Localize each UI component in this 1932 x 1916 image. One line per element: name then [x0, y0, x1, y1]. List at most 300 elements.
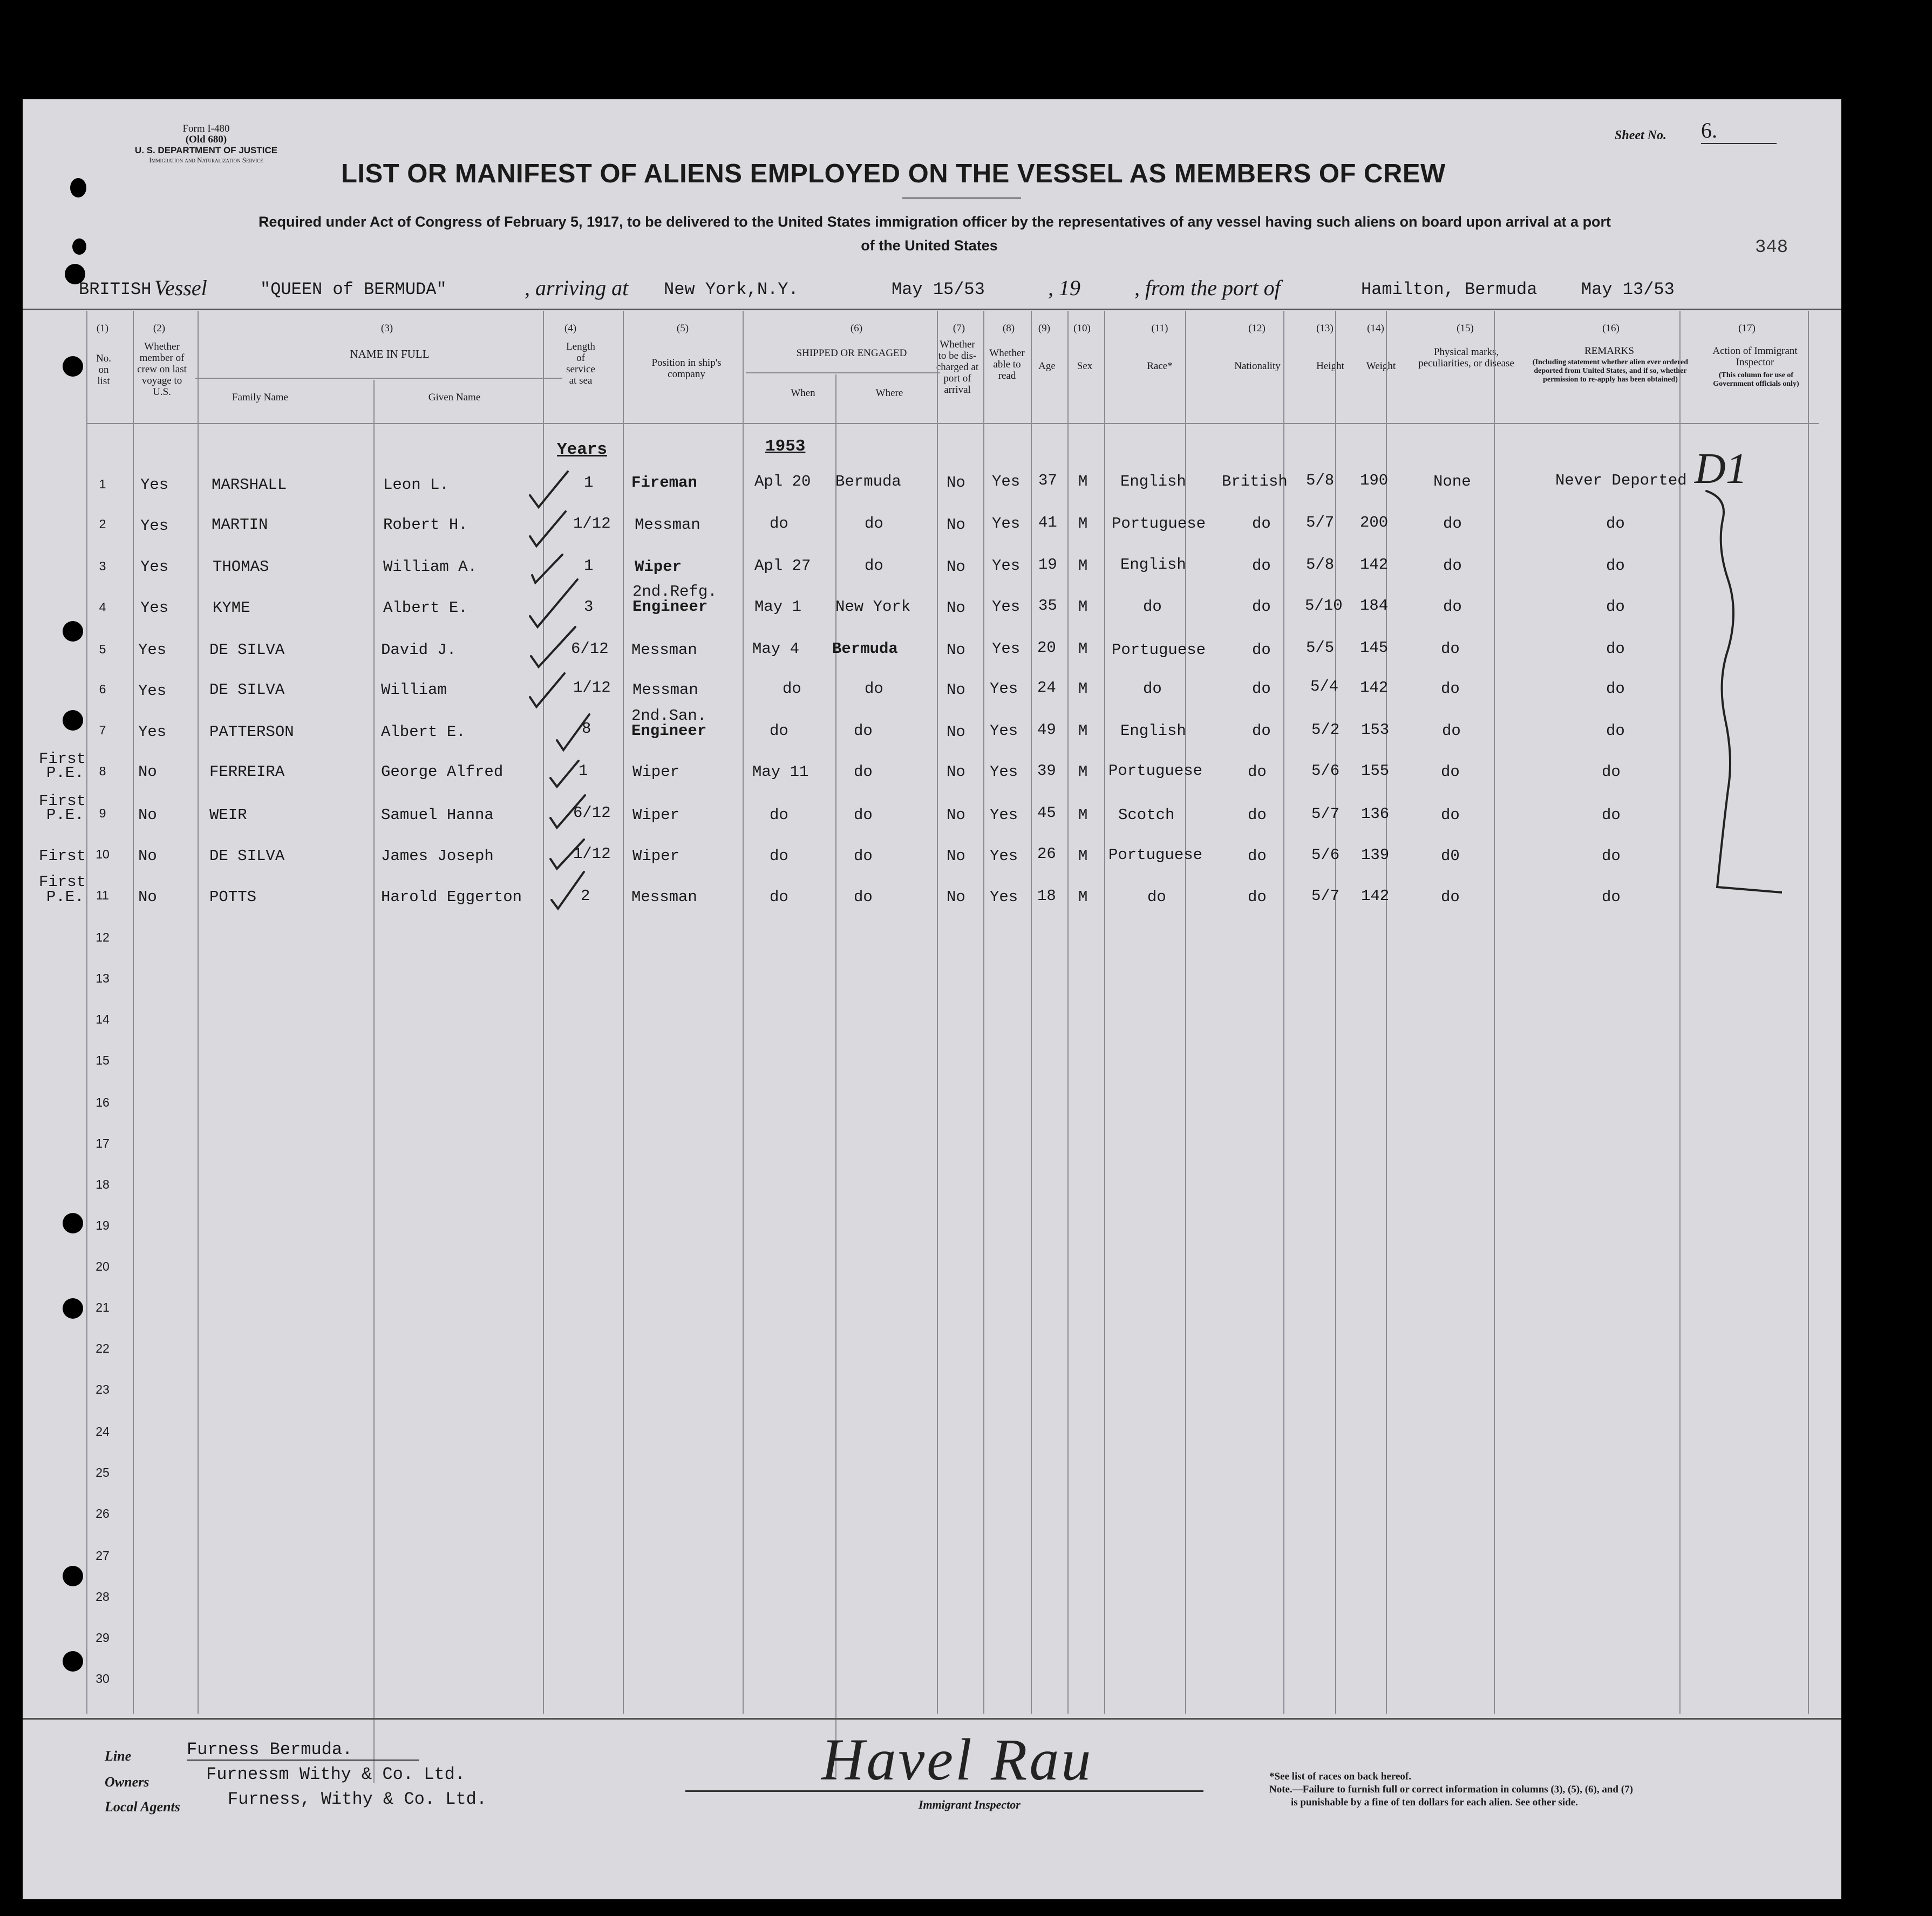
height: 5/7 — [1306, 514, 1335, 531]
shipped-header-rule — [746, 372, 940, 373]
remarks: do — [1602, 847, 1621, 865]
physical-marks: do — [1441, 680, 1460, 698]
penalty-note: Note.—Failure to furnish full or correct information in columns (3), (5), (6), and (7) — [1269, 1784, 1633, 1795]
shipped-when: May 11 — [752, 763, 809, 781]
sex: M — [1078, 640, 1088, 658]
nationality: do — [1248, 888, 1267, 906]
nationality: do — [1252, 680, 1271, 698]
physical-marks: do — [1443, 598, 1462, 616]
race: Portuguese — [1112, 641, 1206, 659]
height: 5/8 — [1306, 556, 1335, 574]
col-14-header: Weight — [1366, 360, 1396, 372]
form-old-number: (Old 680) — [185, 134, 227, 145]
row-number: 5 — [99, 642, 106, 656]
row-number: 11 — [96, 888, 109, 902]
row-number: 14 — [96, 1012, 110, 1026]
col-7-header: Whether to be dis-charged at port of arrival — [936, 339, 979, 396]
discharged: No — [947, 474, 965, 492]
discharged: No — [947, 723, 965, 741]
remarks: do — [1606, 557, 1625, 575]
penalty-note-line-2: is punishable by a fine of ten dollars for each alien. See other side. — [1291, 1797, 1578, 1808]
weight: 142 — [1360, 679, 1389, 697]
col-2-header: Whether member of crew on last voyage to U.S. — [137, 341, 187, 398]
given-name: Harold Eggerton — [381, 888, 522, 906]
family-name: DE SILVA — [209, 641, 285, 659]
service-length: 3 — [584, 598, 594, 616]
col-16-header: REMARKS — [1584, 345, 1634, 357]
form-number: Form I-480 — [182, 123, 230, 134]
prev-voyage: No — [138, 806, 157, 824]
pe-first: First — [39, 873, 86, 891]
weight: 139 — [1361, 846, 1390, 864]
shipped-where: do — [865, 515, 883, 533]
weight: 155 — [1361, 762, 1390, 780]
weight: 136 — [1361, 805, 1390, 823]
col-17-header: Action of Immigrant Inspector — [1712, 345, 1798, 368]
physical-marks: do — [1441, 806, 1460, 824]
service-length: 2 — [581, 887, 590, 905]
column-rule — [743, 311, 744, 1714]
given-name: Robert H. — [383, 516, 468, 534]
row-number: 25 — [96, 1465, 110, 1479]
service-length: 1 — [584, 474, 594, 492]
col-12-header: Nationality — [1234, 360, 1281, 372]
punch-hole — [63, 621, 83, 642]
arriving-label: , arriving at — [525, 276, 629, 300]
manifest-sheet — [23, 99, 1841, 1899]
discharged: No — [947, 641, 965, 659]
arrival-date: May 15/53 — [892, 279, 985, 299]
pe-label: P.E. — [46, 888, 84, 906]
title-rule — [902, 197, 1021, 199]
department-name: U. S. DEPARTMENT OF JUSTICE — [134, 145, 278, 155]
year-heading: 1953 — [765, 437, 806, 456]
sex: M — [1078, 888, 1088, 906]
column-rule — [1494, 311, 1495, 1714]
row-number: 16 — [96, 1095, 110, 1109]
row-number: 15 — [96, 1053, 110, 1067]
service-name: Immigration and Naturalization Service — [149, 156, 263, 164]
weight: 190 — [1360, 472, 1389, 489]
nationality: do — [1248, 847, 1267, 865]
shipped-when: do — [770, 847, 788, 865]
owners-label: Owners — [105, 1774, 149, 1790]
position: Wiper — [632, 763, 680, 781]
row-number: 12 — [96, 930, 110, 944]
nationality: do — [1252, 557, 1271, 575]
given-name: James Joseph — [381, 847, 494, 865]
col-2-number: (2) — [153, 323, 166, 334]
pe-label: P.E. — [46, 806, 84, 824]
race: do — [1143, 680, 1162, 698]
sex: M — [1078, 598, 1088, 616]
shipped-where: do — [865, 557, 883, 575]
weight: 153 — [1361, 721, 1390, 739]
signature-line — [685, 1790, 1203, 1792]
discharged: No — [947, 763, 965, 781]
remarks: do — [1606, 640, 1625, 658]
shipped-where: do — [854, 722, 873, 740]
name-header-rule — [195, 378, 562, 379]
prev-voyage: No — [138, 847, 157, 865]
nationality: do — [1248, 806, 1267, 824]
weight: 184 — [1360, 597, 1389, 615]
years-heading: Years — [557, 440, 608, 459]
row-number: 26 — [96, 1506, 110, 1520]
able-to-read: Yes — [992, 640, 1021, 658]
col-16-number: (16) — [1602, 323, 1620, 334]
col-6b-header: Where — [875, 387, 903, 399]
sex: M — [1078, 680, 1088, 698]
pe-first: First — [39, 750, 86, 768]
race: English — [1120, 473, 1186, 490]
sex: M — [1078, 847, 1088, 865]
physical-marks: do — [1441, 640, 1460, 658]
prev-voyage: Yes — [138, 682, 167, 700]
sex: M — [1078, 763, 1088, 781]
family-name: DE SILVA — [209, 681, 285, 699]
age: 19 — [1038, 556, 1057, 574]
position: Wiper — [632, 847, 680, 865]
service-length: 1/12 — [573, 679, 611, 697]
sex: M — [1078, 515, 1088, 533]
col-10-number: (10) — [1073, 323, 1091, 334]
position-line-2: Engineer — [632, 598, 708, 616]
row-number: 24 — [96, 1424, 110, 1438]
discharged: No — [947, 599, 965, 617]
service-length: 6/12 — [573, 804, 611, 822]
given-name: William — [381, 681, 447, 699]
height: 5/6 — [1311, 762, 1340, 780]
row-number: 8 — [99, 764, 106, 778]
vessel-flag: BRITISH — [79, 279, 152, 299]
vessel-label: Vessel — [154, 276, 207, 300]
race: English — [1120, 556, 1186, 574]
able-to-read: Yes — [992, 515, 1021, 533]
row-number: 21 — [96, 1300, 110, 1314]
nationality: do — [1252, 722, 1271, 740]
prev-voyage: Yes — [140, 558, 169, 576]
position: Messman — [635, 516, 700, 534]
stamp-number: 348 — [1755, 237, 1788, 258]
row-number: 22 — [96, 1341, 110, 1355]
row-number: 30 — [96, 1672, 110, 1686]
column-rule — [133, 311, 134, 1714]
row-number: 19 — [96, 1218, 110, 1232]
inspector-label: Immigrant Inspector — [919, 1798, 1021, 1811]
row-number: 13 — [96, 971, 110, 985]
table-top-rule — [23, 309, 1841, 310]
family-name: FERREIRA — [209, 763, 285, 781]
col-6a-header: When — [791, 387, 815, 399]
remarks: do — [1602, 888, 1621, 906]
form-title: LIST OR MANIFEST OF ALIENS EMPLOYED ON THE VESSEL AS MEMBERS OF CREW — [341, 159, 1446, 188]
height: 5/7 — [1311, 805, 1340, 823]
column-rule — [1808, 311, 1809, 1714]
remarks: Never Deported — [1555, 472, 1687, 489]
family-name: POTTS — [209, 888, 257, 906]
column-rule — [1031, 311, 1032, 1714]
prev-voyage: Yes — [140, 517, 169, 535]
row-number: 3 — [99, 559, 106, 573]
age: 24 — [1037, 679, 1056, 697]
check-marks — [525, 455, 622, 930]
col-6-header: SHIPPED OR ENGAGED — [796, 347, 907, 359]
given-name: William A. — [383, 558, 478, 576]
col-3a-header: Family Name — [232, 392, 288, 403]
vessel-name: "QUEEN of BERMUDA" — [260, 279, 447, 299]
col-1-header: No. on list — [96, 353, 111, 387]
age: 45 — [1037, 804, 1056, 822]
shipped-where: Bermuda — [835, 473, 901, 490]
family-name: WEIR — [209, 806, 247, 824]
punch-hole — [63, 1651, 83, 1672]
sheet-number-label: Sheet No. — [1615, 128, 1666, 142]
family-name: THOMAS — [213, 558, 269, 576]
age: 20 — [1037, 639, 1056, 657]
service-length: 6/12 — [571, 640, 609, 658]
column-rule — [937, 311, 938, 1714]
col-16-subheader: (Including statement whether alien ever ordered deported from United States, and if so, whether permission to re-apply has been obtained) — [1532, 358, 1689, 384]
height: 5/10 — [1305, 597, 1343, 615]
col-3-number: (3) — [380, 323, 393, 334]
row-number: 6 — [99, 682, 106, 696]
height: 5/5 — [1306, 639, 1335, 657]
shipped-where: do — [854, 763, 873, 781]
height: 5/6 — [1311, 846, 1340, 864]
race: English — [1120, 722, 1186, 740]
punch-hole — [70, 178, 86, 197]
position: Messman — [631, 888, 697, 906]
prev-voyage: Yes — [140, 599, 169, 617]
age: 49 — [1037, 721, 1056, 739]
col-17-number: (17) — [1738, 323, 1756, 334]
family-name: KYME — [213, 599, 250, 617]
age: 41 — [1038, 514, 1057, 531]
col-12-number: (12) — [1248, 323, 1266, 334]
row-number: 27 — [96, 1549, 110, 1563]
remarks: do — [1606, 722, 1625, 740]
col-1-number: (1) — [96, 323, 109, 334]
family-name: PATTERSON — [209, 723, 294, 741]
prev-voyage: Yes — [140, 476, 169, 494]
age: 39 — [1037, 762, 1056, 780]
column-rule — [1679, 311, 1681, 1714]
col-5-header: Position in ship's company — [651, 357, 722, 380]
punch-hole — [63, 1213, 83, 1233]
column-rule — [1104, 311, 1105, 1714]
nationality: British — [1222, 473, 1288, 490]
line-label: Line — [105, 1748, 132, 1764]
height: 5/7 — [1311, 887, 1340, 905]
able-to-read: Yes — [990, 763, 1018, 781]
row-number: 10 — [96, 847, 110, 861]
age: 18 — [1037, 887, 1056, 905]
form-subtitle: Required under Act of Congress of February 5, 1917, to be delivered to the United States immigration officer by the representatives of any vessel having such aliens on board upon arrival at a port — [258, 214, 1611, 230]
shipped-where: do — [865, 680, 883, 698]
line-value: Furness Bermuda. — [187, 1740, 419, 1761]
age: 37 — [1038, 472, 1057, 489]
col-7-number: (7) — [953, 323, 965, 334]
col-11-number: (11) — [1151, 323, 1168, 334]
column-rule — [1283, 311, 1284, 1714]
punch-hole — [63, 710, 83, 731]
departure-port: Hamilton, Bermuda — [1361, 279, 1538, 299]
col-8-number: (8) — [1002, 323, 1015, 334]
race: Portuguese — [1108, 846, 1203, 864]
able-to-read: Yes — [992, 473, 1021, 490]
able-to-read: Yes — [990, 722, 1018, 740]
shipped-when: Apl 27 — [754, 557, 811, 575]
given-name: David J. — [381, 641, 457, 659]
agents-label: Local Agents — [105, 1799, 180, 1815]
shipped-where: Bermuda — [832, 640, 898, 658]
discharged: No — [947, 847, 965, 865]
physical-marks: do — [1443, 515, 1462, 533]
prev-voyage: Yes — [138, 641, 167, 659]
row-number: 1 — [99, 477, 106, 491]
age: 35 — [1038, 597, 1057, 615]
given-name: Samuel Hanna — [381, 806, 494, 824]
column-rule — [983, 311, 984, 1714]
remarks: do — [1606, 598, 1625, 616]
punch-hole — [63, 356, 83, 377]
race: do — [1147, 888, 1166, 906]
column-rule — [198, 311, 199, 1714]
position: 2nd.Refg. — [632, 583, 717, 601]
remarks: do — [1606, 680, 1625, 698]
prev-voyage: Yes — [138, 723, 167, 741]
col-11-header: Race* — [1147, 360, 1173, 372]
form-subtitle-line-2: of the United States — [861, 237, 998, 254]
remarks: do — [1606, 515, 1625, 533]
pe-label: P.E. — [46, 764, 84, 782]
row-number: 28 — [96, 1590, 110, 1604]
shipped-where: do — [854, 888, 873, 906]
able-to-read: Yes — [990, 680, 1018, 698]
column-rule — [623, 311, 624, 1714]
weight: 142 — [1360, 556, 1389, 574]
row-number: 29 — [96, 1631, 110, 1645]
shipped-when: do — [770, 515, 788, 533]
age: 26 — [1037, 845, 1056, 863]
arrival-port: New York,N.Y. — [664, 279, 799, 299]
row-number: 2 — [99, 517, 106, 531]
position-line-2: Engineer — [631, 722, 707, 740]
height: 5/8 — [1306, 472, 1335, 489]
able-to-read: Yes — [990, 806, 1018, 824]
given-name: George Alfred — [381, 763, 504, 781]
row-number: 9 — [99, 806, 106, 820]
col-4-header: Length of service at sea — [566, 341, 595, 386]
shipped-when: do — [770, 888, 788, 906]
shipped-when: do — [770, 806, 788, 824]
race: do — [1143, 598, 1162, 616]
shipped-where: New York — [835, 598, 911, 616]
sex: M — [1078, 557, 1088, 575]
discharged: No — [947, 516, 965, 534]
discharged: No — [947, 806, 965, 824]
agents-value: Furness, Withy & Co. Ltd. — [228, 1789, 487, 1809]
column-rule — [373, 380, 375, 1783]
family-name: MARSHALL — [212, 476, 287, 494]
col-14-number: (14) — [1367, 323, 1384, 334]
position: Wiper — [635, 558, 682, 576]
col-9-number: (9) — [1038, 323, 1051, 334]
discharged: No — [947, 888, 965, 906]
shipped-when: Apl 20 — [754, 473, 811, 490]
punch-hole — [63, 1298, 83, 1319]
row-number: 23 — [96, 1382, 110, 1396]
able-to-read: Yes — [990, 888, 1018, 906]
shipped-when: do — [770, 722, 788, 740]
year-label: , 19 — [1048, 276, 1080, 300]
column-rule — [1067, 311, 1069, 1714]
remarks: do — [1602, 763, 1621, 781]
col-15-number: (15) — [1457, 323, 1474, 334]
position: Wiper — [632, 806, 680, 824]
service-length: 1/12 — [573, 515, 611, 533]
remarks: do — [1602, 806, 1621, 824]
inspector-bracket — [1696, 488, 1782, 909]
sex: M — [1078, 806, 1088, 824]
able-to-read: Yes — [990, 847, 1018, 865]
family-name: MARTIN — [212, 516, 268, 534]
shipped-when: May 4 — [752, 640, 800, 658]
weight: 145 — [1360, 639, 1389, 657]
col-13-number: (13) — [1316, 323, 1334, 334]
physical-marks: do — [1443, 557, 1462, 575]
height: 5/2 — [1311, 721, 1340, 739]
sex: M — [1078, 722, 1088, 740]
physical-marks: do — [1441, 888, 1460, 906]
physical-marks: do — [1442, 722, 1461, 740]
given-name: Leon L. — [383, 476, 449, 494]
nationality: do — [1252, 515, 1271, 533]
position: 2nd.San. — [631, 707, 707, 725]
col-3b-header: Given Name — [428, 392, 481, 403]
from-port-label: , from the port of — [1134, 276, 1281, 300]
race: Portuguese — [1112, 515, 1206, 533]
position: Messman — [631, 641, 697, 659]
discharged: No — [947, 558, 965, 576]
weight: 142 — [1361, 887, 1390, 905]
height: 5/4 — [1310, 678, 1339, 696]
sex: M — [1078, 473, 1088, 490]
row-number: 20 — [96, 1259, 110, 1273]
col-9-header: Age — [1038, 360, 1056, 372]
shipped-when: do — [783, 680, 801, 698]
inspector-mark: D1 — [1695, 445, 1747, 493]
physical-marks: None — [1433, 473, 1471, 490]
col-10-header: Sex — [1077, 360, 1093, 372]
col-13-header: Height — [1316, 360, 1344, 372]
discharged: No — [947, 681, 965, 699]
weight: 200 — [1360, 514, 1389, 531]
service-length: 8 — [582, 720, 591, 738]
race: Portuguese — [1108, 762, 1203, 780]
punch-hole — [63, 1566, 83, 1586]
row-number: 18 — [96, 1177, 110, 1191]
physical-marks: do — [1441, 763, 1460, 781]
col-6-number: (6) — [850, 323, 863, 334]
service-length: 1/12 — [573, 845, 611, 863]
col-5-number: (5) — [676, 323, 689, 334]
row-number: 7 — [99, 723, 106, 737]
column-rule — [1335, 311, 1336, 1714]
shipped-where: do — [854, 847, 873, 865]
col-8-header: Whether able to read — [989, 347, 1025, 381]
